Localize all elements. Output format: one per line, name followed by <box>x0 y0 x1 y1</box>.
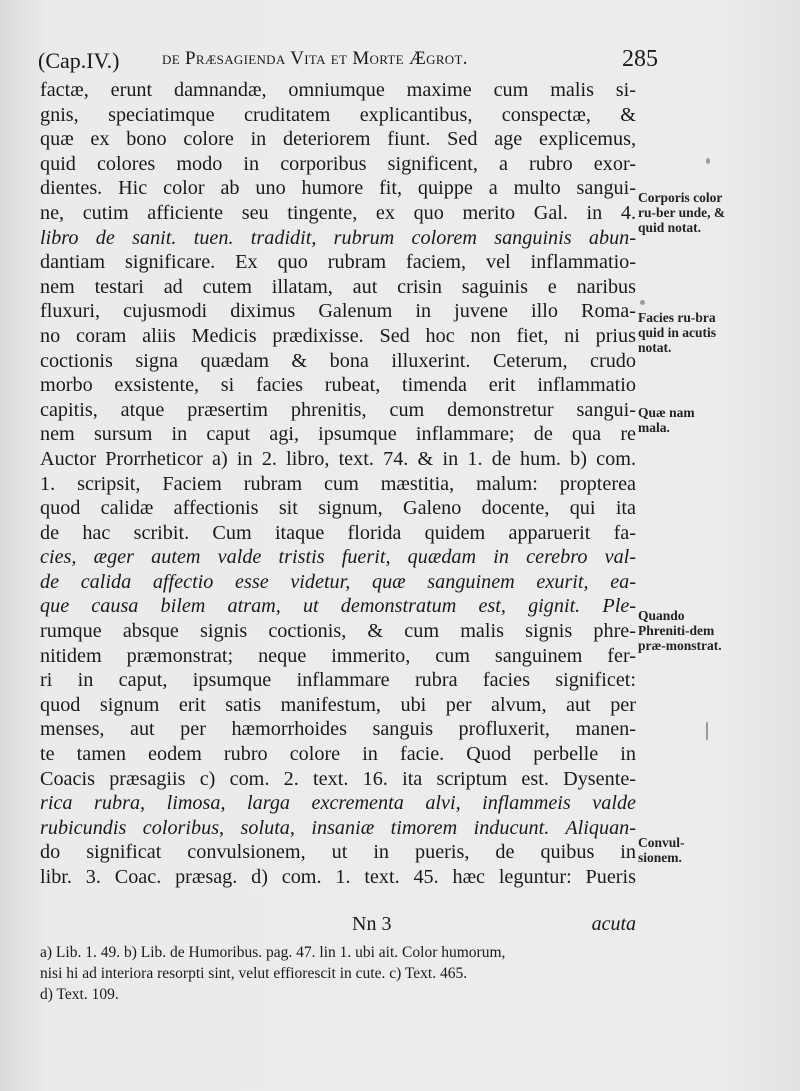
text-line: Auctor Prorrheticor a) in 2. libro, text. 74. & in 1. de hum. b) com. <box>40 447 636 470</box>
text-line: no coram aliis Medicis prædixisse. Sed hoc non fiet, ni prius <box>40 324 636 347</box>
paper-speck <box>706 158 710 164</box>
running-title: de Præsagienda Vita et Morte Ægrot. <box>162 48 468 69</box>
text-line: dantiam significare. Ex quo rubram faciem, vel inflammatio- <box>40 251 636 274</box>
text-line: libro de sanit. tuen. tradidit, rubrum colorem sanguinis abun- <box>40 226 636 249</box>
margin-note: Quando Phreniti-dem præ-monstrat. <box>638 608 722 653</box>
text-line: Coacis præsagiis c) com. 2. text. 16. ita scriptum est. Dysente- <box>40 767 636 790</box>
text-line: nem sursum in caput agi, ipsumque inflammare; de qua re <box>40 423 636 446</box>
text-line: quod signum erit satis manifestum, ubi per alvum, aut per <box>40 693 636 716</box>
text-line: quid colores modo in corporibus significent, a rubro exor- <box>40 152 636 175</box>
text-line: que causa bilem atram, ut demonstratum est, gignit. Ple- <box>40 595 636 618</box>
footnote-line: d) Text. 109. <box>40 986 119 1003</box>
text-line: libr. 3. Coac. præsag. d) com. 1. text. 45. hæc leguntur: Pueris <box>40 866 636 888</box>
text-line: menses, aut per hæmorrhoides sanguis profluxerit, manen- <box>40 718 636 741</box>
text-line: nitidem præmonstrat; neque immerito, cum sanguinem fer- <box>40 644 636 667</box>
text-line: dientes. Hic color ab uno humore fit, quippe a multo sangui- <box>40 177 636 200</box>
footnotes <box>40 942 640 1005</box>
text-line: quæ ex bono colore in deteriorem fiunt. Sed age explicemus, <box>40 128 636 151</box>
text-line: fluxuri, cujusmodi diximus Galenum in juvene illo Roma- <box>40 300 636 323</box>
margin-note: Corporis color ru-ber unde, & quid notat. <box>638 190 726 235</box>
text-line: te tamen eodem rubro colore in facie. Quod perbelle in <box>40 743 636 766</box>
margin-note: Facies ru-bra quid in acutis notat. <box>638 310 717 355</box>
text-line: de calida affectio esse videtur, quæ sanguinem exurit, ea- <box>40 570 636 593</box>
text-line: quod calidæ affectionis sit signum, Galeno docente, qui ita <box>40 497 636 520</box>
text-line: gnis, speciatimque cruditatem explicantibus, conspectæ, & <box>40 103 636 126</box>
text-line: nem testari ad cutem illatam, aut crisin saguinis e naribus <box>40 275 636 298</box>
footnote-line: nisi hi ad interiora resorpti sint, velut effiorescit in cute. c) Text. 465. <box>40 965 468 982</box>
text-line: morbo exsistente, si facies rubeat, timenda erit inflammatio <box>40 374 636 397</box>
body-text <box>40 78 636 890</box>
catchword: acuta <box>591 913 636 935</box>
text-line: ri in caput, ipsumque inflammare rubra facies significet: <box>40 669 636 692</box>
margin-note: Convul-sionem. <box>638 835 685 865</box>
paper-speck <box>640 300 645 305</box>
text-line: rica rubra, limosa, larga excrementa alvi, inflammeis valde <box>40 792 636 815</box>
margin-note: Quæ nam mala. <box>638 405 695 435</box>
chapter-label: (Cap.IV.) <box>38 48 120 73</box>
running-header <box>38 42 658 76</box>
text-line: cies, æger autem valde tristis fuerit, quædam in cerebro val- <box>40 546 636 569</box>
text-line: do significat convulsionem, ut in pueris, de quibus in <box>40 841 636 864</box>
text-line: rubicundis coloribus, soluta, insaniæ timorem inducunt. Aliquan- <box>40 816 636 839</box>
text-line: de hac scribit. Cum itaque florida quidem apparuerit fa- <box>40 521 636 544</box>
text-line: factæ, erunt damnandæ, omniumque maxime cum malis si- <box>40 79 636 101</box>
text-line: rumque absque signis coctionis, & cum malis signis phre- <box>40 620 636 643</box>
text-line: 1. scripsit, Faciem rubram cum mæstitia, malum: propterea <box>40 472 636 495</box>
footnote-line: a) Lib. 1. 49. b) Lib. de Humoribus. pag. 47. lin 1. ubi ait. Color humorum, <box>40 944 506 961</box>
text-line: capitis, atque præsertim phrenitis, cum demonstretur sangui- <box>40 398 636 421</box>
text-line: coctionis signa quædam & bona illuxerint. Ceterum, crudo <box>40 349 636 372</box>
paper-speck <box>706 722 708 740</box>
text-line: ne, cutim afficiente seu tingente, ex quo merito Gal. in 4. <box>40 201 636 224</box>
catchline <box>40 913 636 939</box>
signature-mark: Nn 3 <box>352 913 392 935</box>
page-number: 285 <box>622 46 658 72</box>
